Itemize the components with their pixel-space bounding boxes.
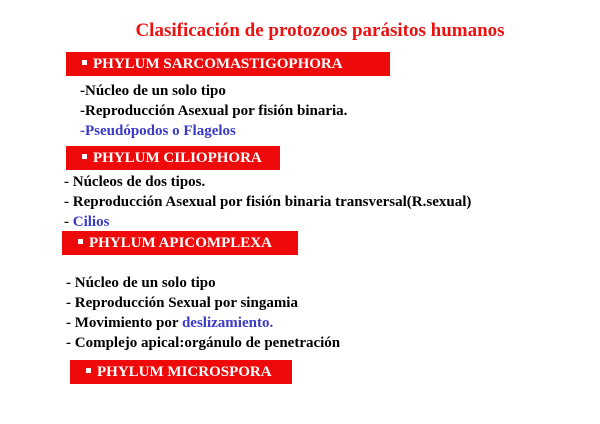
item-text: Reproducción Sexual por singamia [74,295,298,311]
square-bullet-icon [86,368,91,373]
item-highlight: Pseudópodos o Flagelos [85,123,236,139]
list-item [66,293,298,313]
item-text: Complejo apical:orgánulo de penetración [74,335,341,351]
square-bullet-icon [82,154,87,159]
square-bullet-icon [78,239,83,244]
item-highlight: deslizamiento. [181,315,274,331]
item-dash: - [66,275,75,291]
item-text: Núcleos de dos tipos. [72,174,206,190]
list-item [64,212,109,232]
list-item [64,192,471,212]
item-text: Núcleo de un solo tipo [74,275,216,291]
item-dash: - [80,83,85,99]
list-item [80,121,236,141]
phylum-header-apicomplexa [62,231,298,255]
list-item [66,273,216,293]
phylum-header-microspora [70,360,292,384]
item-highlight: Cilios [72,214,110,230]
phylum-header-ciliophora [66,146,280,170]
item-dash: - [66,335,75,351]
item-text: Reproducción Asexual por fisión binaria transversal(R.sexual) [72,194,472,210]
phylum-header-label: PHYLUM MICROSPORA [97,364,272,380]
list-item [64,172,205,192]
item-text: Movimiento por [74,315,182,331]
item-dash: - [64,194,73,210]
phylum-header-label: PHYLUM SARCOMASTIGOPHORA [93,56,343,72]
list-item [80,101,347,121]
item-text: Núcleo de un solo tipo [85,83,226,99]
item-dash: - [80,123,85,139]
item-dash: - [80,103,85,119]
square-bullet-icon [82,60,87,65]
phylum-header-label: PHYLUM APICOMPLEXA [89,235,272,251]
item-dash: - [66,295,75,311]
phylum-header-sarcomastigophora [66,52,390,76]
item-text: Reproducción Asexual por fisión binaria. [85,103,348,119]
list-item [66,333,340,353]
item-dash: - [64,214,73,230]
phylum-header-label: PHYLUM CILIOPHORA [93,150,262,166]
item-dash: - [66,315,75,331]
item-dash: - [64,174,73,190]
list-item [80,81,226,101]
slide-title: Clasificación de protozoos parásitos humanos [135,20,505,41]
list-item [66,313,273,333]
